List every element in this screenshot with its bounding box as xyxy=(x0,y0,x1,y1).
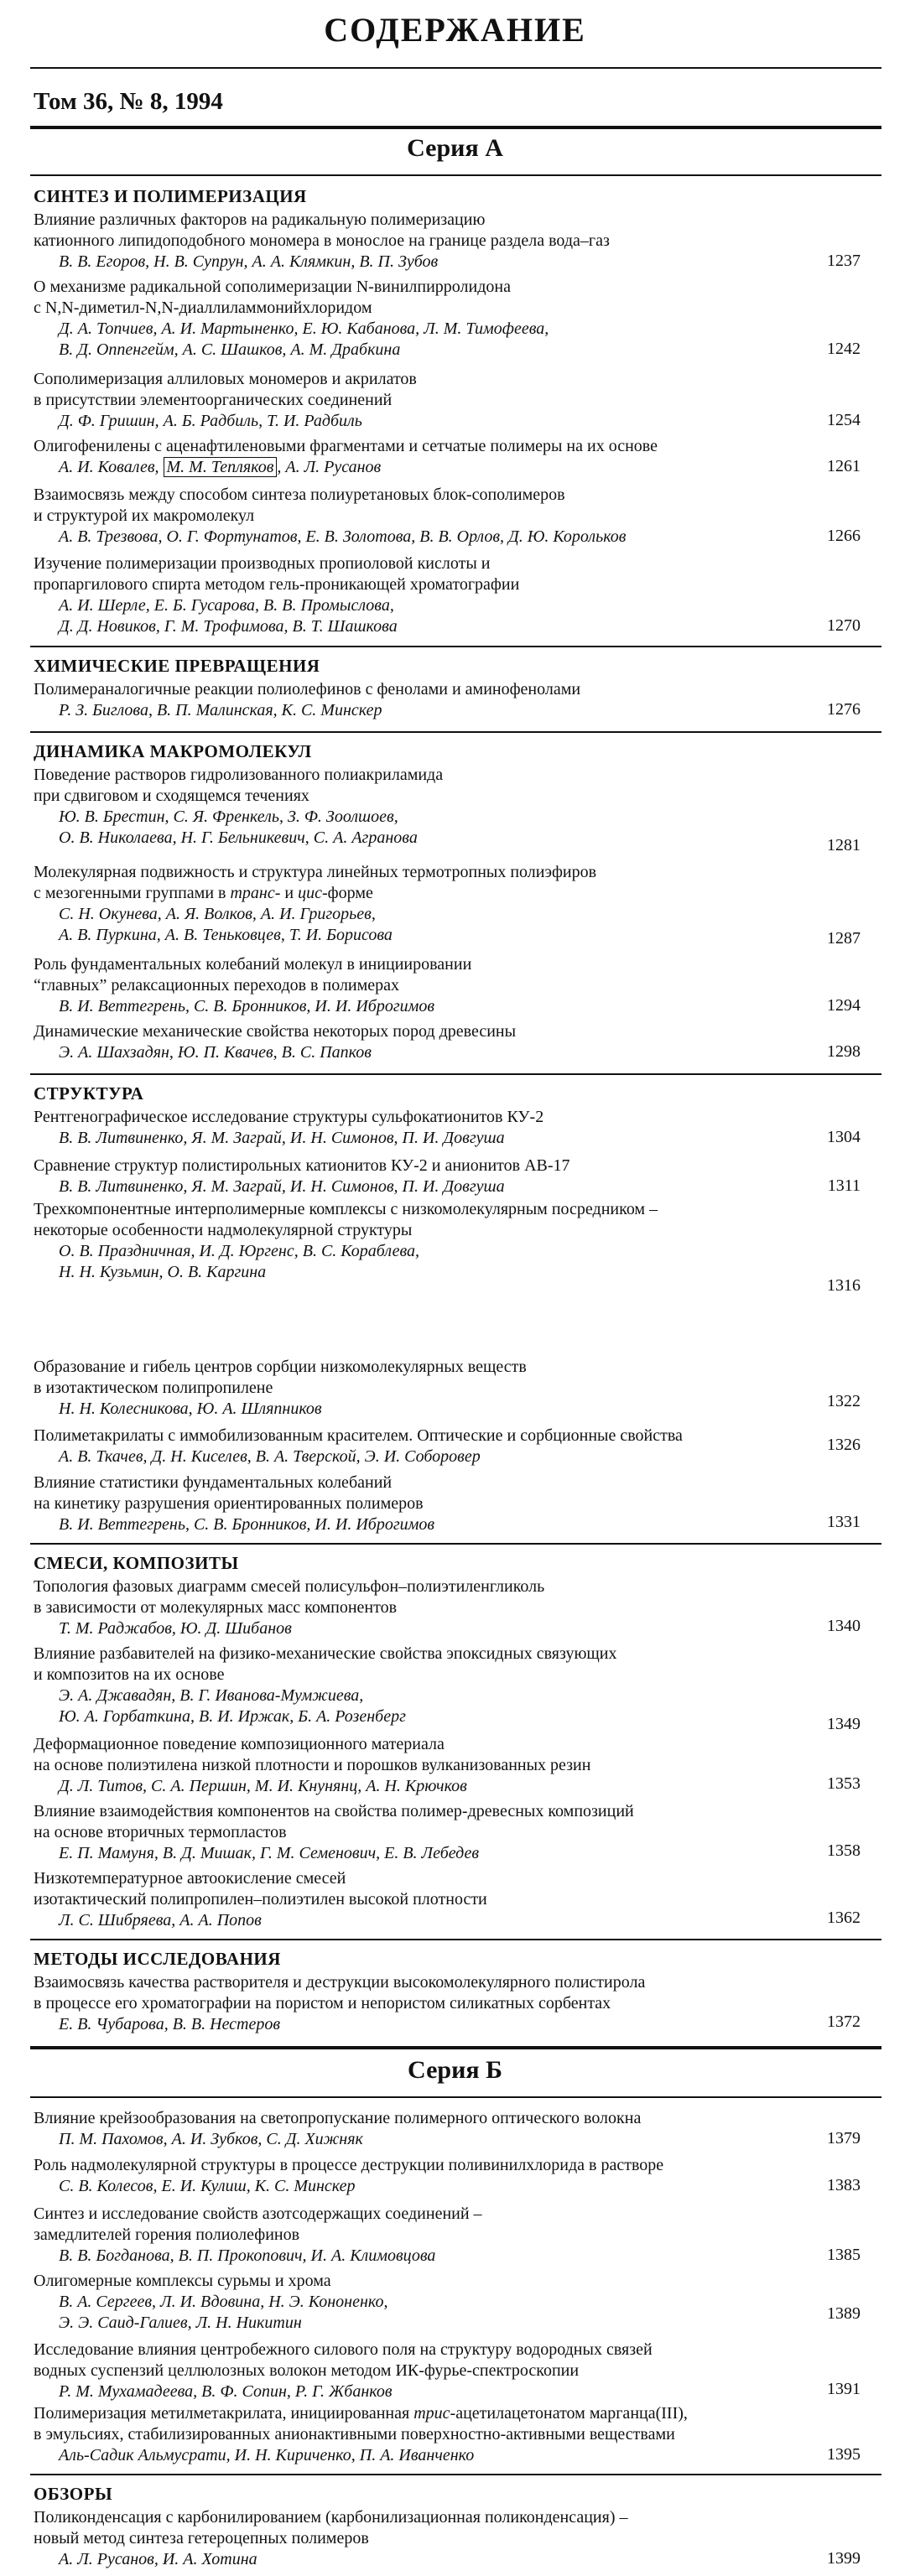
entry-title: Взаимосвязь между способом синтеза полиуретановых блок-сополимеров xyxy=(34,486,565,504)
entry-page: 1237 xyxy=(827,252,861,270)
entry-title: Сополимеризация аллиловых мономеров и акрилатов xyxy=(34,370,417,388)
toc-entry[interactable] xyxy=(34,1644,881,1733)
entry-page: 1270 xyxy=(827,616,861,635)
entry-page: 1331 xyxy=(827,1513,861,1531)
toc-entry[interactable] xyxy=(34,553,881,637)
entry-title: пропаргилового спирта методом гель-проникающей хроматографии xyxy=(34,575,520,594)
divider xyxy=(30,646,881,647)
toc-entry[interactable] xyxy=(34,862,881,946)
series-b-heading: Серия Б xyxy=(408,2056,502,2084)
section-heading-methods: МЕТОДЫ ИССЛЕДОВАНИЯ xyxy=(34,1949,281,1969)
entry-authors: Е. П. Мамуня, В. Д. Мишак, Г. М. Семенович, Е. В. Лебедев xyxy=(59,1844,480,1862)
entry-title: и структурой их макромолекул xyxy=(34,506,255,525)
divider xyxy=(30,174,881,176)
entry-title: в изотактическом полипропилене xyxy=(34,1379,273,1397)
entry-authors: В. И. Веттегрень, С. В. Бронников, И. И. Иброгимов xyxy=(59,997,435,1015)
entry-page: 1379 xyxy=(827,2129,861,2148)
entry-title: с N,N-диметил-N,N-диаллиламмонийхлоридом xyxy=(34,299,372,317)
entry-title: Сравнение структур полистирольных катионитов КУ-2 и анионитов АВ-17 xyxy=(34,1156,570,1175)
entry-title: водных суспензий целлюлозных волокон методом ИК-фурье-спектроскопии xyxy=(34,2361,580,2380)
entry-title: Трехкомпонентные интерполимерные комплексы с низкомолекулярным посредником – xyxy=(34,1200,658,1218)
toc-entry[interactable] xyxy=(34,1734,881,1797)
entry-title: изотактический полипропилен–полиэтилен высокой плотности xyxy=(34,1890,487,1909)
entry-page: 1385 xyxy=(827,2246,861,2264)
page-title: СОДЕРЖАНИЕ xyxy=(324,11,586,49)
entry-authors: Аль-Садик Альмусрати, И. Н. Кириченко, П. А. Иванченко xyxy=(59,2446,475,2464)
entry-page: 1298 xyxy=(827,1042,861,1061)
entry-authors: Э. А. Джавадян, В. Г. Иванова-Мумжиева, xyxy=(59,1686,364,1705)
entry-page: 1358 xyxy=(827,1841,861,1860)
entry-page: 1294 xyxy=(827,996,861,1015)
entry-authors: Р. З. Биглова, В. П. Малинская, К. С. Минскер xyxy=(59,701,382,719)
entry-authors: Ю. А. Горбаткина, В. И. Иржак, Б. А. Розенберг xyxy=(59,1707,406,1726)
series-a-heading: Серия А xyxy=(407,134,503,162)
entry-authors: Р. М. Мухамадеева, В. Ф. Сопин, Р. Г. Жбанков xyxy=(59,2382,393,2401)
toc-entry[interactable] xyxy=(34,954,881,1017)
toc-entry[interactable] xyxy=(34,2155,881,2197)
entry-title: Молекулярная подвижность и структура линейных термотропных полиэфиров xyxy=(34,863,597,881)
toc-entry[interactable] xyxy=(34,1021,881,1063)
divider xyxy=(30,2474,881,2475)
toc-entry[interactable] xyxy=(34,1868,881,1931)
toc-entry[interactable] xyxy=(34,2204,881,2267)
toc-entry[interactable] xyxy=(34,485,881,548)
entry-page: 1326 xyxy=(827,1436,861,1454)
entry-title: и композитов на их основе xyxy=(34,1665,225,1684)
entry-title: на основе полиэтилена низкой плотности и порошков вулканизованных резин xyxy=(34,1756,591,1774)
entry-authors: Л. С. Шибряева, А. А. Попов xyxy=(59,1911,262,1929)
entry-authors: Д. Д. Новиков, Г. М. Трофимова, В. Т. Шашкова xyxy=(59,617,398,636)
toc-entry[interactable] xyxy=(34,1199,881,1295)
toc-entry[interactable] xyxy=(34,436,881,478)
toc-entry[interactable] xyxy=(34,369,881,432)
entry-page: 1372 xyxy=(827,2012,861,2031)
entry-title: Роль надмолекулярной структуры в процессе деструкции поливинилхлорида в растворе xyxy=(34,2156,664,2174)
entry-title: в присутствии элементоорганических соединений xyxy=(34,391,393,409)
divider xyxy=(30,2096,881,2098)
entry-authors: Н. Н. Колесникова, Ю. А. Шляпников xyxy=(59,1400,322,1418)
divider xyxy=(30,1543,881,1545)
entry-page: 1399 xyxy=(827,2549,861,2568)
entry-authors: С. В. Колесов, Е. И. Кулиш, К. С. Минскер xyxy=(59,2177,356,2195)
entry-page: 1304 xyxy=(827,1128,861,1146)
toc-entry[interactable] xyxy=(34,2271,881,2334)
entry-title: Поведение растворов гидролизованного полиакриламида xyxy=(34,766,444,784)
section-heading-chemical: ХИМИЧЕСКИЕ ПРЕВРАЩЕНИЯ xyxy=(34,656,320,676)
entry-title: в зависимости от молекулярных масс компонентов xyxy=(34,1598,398,1617)
entry-page: 1383 xyxy=(827,2176,861,2194)
entry-title: Рентгенографическое исследование структуры сульфокатионитов КУ-2 xyxy=(34,1108,544,1126)
toc-entry[interactable] xyxy=(34,2340,881,2402)
boxed-author-name: М. М. Тепляков xyxy=(164,457,278,477)
entry-page: 1287 xyxy=(827,929,861,948)
entry-authors: А. И. Ковалев, М. М. Тепляков , А. Л. Русанов xyxy=(59,458,382,476)
entry-title: новый метод синтеза гетероцепных полимеров xyxy=(34,2529,369,2547)
entry-authors: А. В. Трезвова, О. Г. Фортунатов, Е. В. Золотова, В. В. Орлов, Д. Ю. Корольков xyxy=(59,527,627,546)
entry-page: 1391 xyxy=(827,2380,861,2398)
entry-title: Полиметакрилаты с иммобилизованным красителем. Оптические и сорбционные свойства xyxy=(34,1426,683,1445)
entry-title: “главных” релаксационных переходов в полимерах xyxy=(34,976,400,995)
entry-title: в эмульсиях, стабилизированных анионактивными поверхностно-активными веществами xyxy=(34,2425,675,2444)
entry-page: 1254 xyxy=(827,411,861,429)
entry-title: на основе вторичных термопластов xyxy=(34,1823,287,1841)
entry-page: 1276 xyxy=(827,700,861,719)
entry-authors: В. В. Литвиненко, Я. М. Заграй, И. Н. Симонов, П. И. Довгуша xyxy=(59,1177,505,1196)
volume-info: Том 36, № 8, 1994 xyxy=(34,88,223,115)
entry-authors: А. В. Ткачев, Д. Н. Киселев, В. А. Тверской, Э. И. Соборовер xyxy=(59,1447,481,1466)
entry-authors: Н. Н. Кузьмин, О. В. Каргина xyxy=(59,1263,267,1281)
entry-title: Взаимосвязь качества растворителя и деструкции высокомолекулярного полистирола xyxy=(34,1973,646,1992)
entry-title: на кинетику разрушения ориентированных полимеров xyxy=(34,1494,424,1513)
entry-authors: Ю. В. Брестин, С. Я. Френкель, З. Ф. Зоолшоев, xyxy=(59,808,398,826)
entry-authors: В. В. Богданова, В. П. Прокопович, И. А. Климовцова xyxy=(59,2246,436,2265)
entry-page: 1362 xyxy=(827,1909,861,1927)
entry-page: 1349 xyxy=(827,1715,861,1733)
entry-page: 1281 xyxy=(827,836,861,854)
entry-title: Исследование влияния центробежного силового поля на структуру водородных связей xyxy=(34,2340,653,2359)
entry-title: Олигофенилены с аценафтиленовыми фрагментами и сетчатые полимеры на их основе xyxy=(34,437,658,455)
toc-entry[interactable] xyxy=(34,2108,881,2150)
entry-title: Низкотемпературное автоокисление смесей xyxy=(34,1869,346,1888)
entry-title: Синтез и исследование свойств азотсодержащих соединений – xyxy=(34,2205,482,2223)
divider xyxy=(30,731,881,733)
entry-title: Топология фазовых диаграмм смесей полисульфон–полиэтиленгликоль xyxy=(34,1577,545,1596)
entry-title: Динамические механические свойства некоторых пород древесины xyxy=(34,1022,517,1041)
section-heading-structure: СТРУКТУРА xyxy=(34,1083,144,1104)
divider xyxy=(30,67,881,69)
divider xyxy=(30,126,881,129)
entry-authors: Т. М. Раджабов, Ю. Д. Шибанов xyxy=(59,1619,292,1638)
entry-authors: В. Д. Оппенгейм, А. С. Шашков, А. М. Драбкина xyxy=(59,340,401,359)
entry-page: 1311 xyxy=(827,1176,861,1195)
entry-title: Поликонденсация с карбонилированием (карбонилизационная поликонденсация) – xyxy=(34,2508,628,2527)
entry-title: Влияние разбавителей на физико-механические свойства эпоксидных связующих xyxy=(34,1644,617,1663)
entry-title: О механизме радикальной сополимеризации N-винилпирролидона xyxy=(34,278,511,296)
entry-title: Полимеризация метилметакрилата, инициированная трис-ацетилацетонатом марганца(III), xyxy=(34,2404,688,2423)
section-heading-blends: СМЕСИ, КОМПОЗИТЫ xyxy=(34,1553,239,1573)
entry-authors: А. Л. Русанов, И. А. Хотина xyxy=(59,2550,257,2568)
entry-title: Образование и гибель центров сорбции низкомолекулярных веществ xyxy=(34,1358,527,1376)
toc-entry[interactable] xyxy=(34,1972,881,2035)
toc-entry[interactable] xyxy=(34,1576,881,1639)
entry-title: Полимераналогичные реакции полиолефинов с фенолами и аминофенолами xyxy=(34,680,581,699)
entry-authors: В. В. Литвиненко, Я. М. Заграй, И. Н. Симонов, П. И. Довгуша xyxy=(59,1129,505,1147)
entry-title: с мезогенными группами в транс- и цис-форме xyxy=(34,884,373,902)
toc-entry[interactable] xyxy=(34,210,881,273)
divider xyxy=(30,2046,881,2049)
toc-entry[interactable] xyxy=(34,1357,881,1420)
section-heading-dynamics: ДИНАМИКА МАКРОМОЛЕКУЛ xyxy=(34,741,312,761)
section-heading-synthesis: СИНТЕЗ И ПОЛИМЕРИЗАЦИЯ xyxy=(34,186,307,206)
toc-entry[interactable] xyxy=(34,2403,881,2466)
entry-title: Влияние крейзообразования на светопропускание полимерного оптического волокна xyxy=(34,2109,642,2127)
section-heading-reviews: ОБЗОРЫ xyxy=(34,2484,113,2504)
toc-entry[interactable] xyxy=(34,2507,881,2570)
entry-page: 1322 xyxy=(827,1392,861,1410)
toc-entry[interactable] xyxy=(34,277,881,361)
entry-authors: А. В. Пуркина, А. В. Теньковцев, Т. И. Борисова xyxy=(59,926,393,944)
entry-page: 1389 xyxy=(827,2304,861,2323)
entry-page: 1395 xyxy=(827,2445,861,2464)
entry-authors: Е. В. Чубарова, В. В. Нестеров xyxy=(59,2015,281,2033)
toc-entry[interactable] xyxy=(34,679,881,721)
divider xyxy=(30,1073,881,1075)
toc-entry[interactable] xyxy=(34,1107,881,1149)
entry-title: Олигомерные комплексы сурьмы и хрома xyxy=(34,2272,331,2290)
entry-authors: Д. Ф. Гришин, А. Б. Радбиль, Т. И. Радбиль xyxy=(59,412,362,430)
entry-authors: О. В. Николаева, Н. Г. Бельникевич, С. А. Агранова xyxy=(59,828,418,847)
entry-page: 1340 xyxy=(827,1617,861,1635)
entry-authors: С. Н. Окунева, А. Я. Волков, А. И. Григорьев, xyxy=(59,905,376,923)
divider xyxy=(30,1939,881,1940)
entry-title: в процессе его хроматографии на пористом и непористом силикатных сорбентах xyxy=(34,1994,611,2012)
entry-authors: В. И. Веттегрень, С. В. Бронников, И. И. Иброгимов xyxy=(59,1515,435,1534)
entry-authors: А. И. Шерле, Е. Б. Гусарова, В. В. Промыслова, xyxy=(59,596,394,615)
entry-title: замедлителей горения полиолефинов xyxy=(34,2225,300,2244)
entry-page: 1353 xyxy=(827,1774,861,1793)
entry-authors: П. М. Пахомов, А. И. Зубков, С. Д. Хижняк xyxy=(59,2130,363,2148)
entry-authors: Д. Л. Титов, С. А. Першин, М. И. Кнунянц, А. Н. Крючков xyxy=(59,1777,467,1795)
entry-authors: Э. А. Шахзадян, Ю. П. Квачев, В. С. Папков xyxy=(59,1043,372,1062)
entry-authors: В. А. Сергеев, Л. И. Вдовина, Н. Э. Кононенко, xyxy=(59,2293,388,2311)
toc-entry[interactable] xyxy=(34,1426,881,1467)
entry-title: Деформационное поведение композиционного материала xyxy=(34,1735,445,1753)
entry-title: при сдвиговом и сходящемся течениях xyxy=(34,787,309,805)
entry-authors: В. В. Егоров, Н. В. Супрун, А. А. Клямкин, В. П. Зубов xyxy=(59,252,439,271)
toc-entry[interactable] xyxy=(34,1472,881,1535)
entry-title: некоторые особенности надмолекулярной структуры xyxy=(34,1221,413,1239)
entry-authors: Д. А. Топчиев, А. И. Мартыненко, Е. Ю. Кабанова, Л. М. Тимофеева, xyxy=(59,319,549,338)
toc-entry[interactable] xyxy=(34,1156,881,1197)
entry-title: Влияние статистики фундаментальных колебаний xyxy=(34,1473,393,1492)
entry-title: Влияние взаимодействия компонентов на свойства полимер-древесных композиций xyxy=(34,1802,634,1820)
entry-title: катионного липидоподобного мономера в монослое на границе раздела вода–газ xyxy=(34,231,610,250)
entry-title: Влияние различных факторов на радикальную полимеризацию xyxy=(34,210,486,229)
entry-authors: Э. Э. Саид-Галиев, Л. Н. Никитин xyxy=(59,2314,302,2332)
entry-page: 1316 xyxy=(827,1276,861,1295)
toc-entry[interactable] xyxy=(34,1801,881,1864)
entry-page: 1266 xyxy=(827,527,861,545)
entry-authors: О. В. Праздничная, И. Д. Юргенс, В. С. Кораблева, xyxy=(59,1242,420,1260)
entry-title: Роль фундаментальных колебаний молекул в инициировании xyxy=(34,955,472,974)
entry-page: 1242 xyxy=(827,340,861,358)
entry-title: Изучение полимеризации производных пропиоловой кислоты и xyxy=(34,554,491,573)
toc-entry[interactable] xyxy=(34,765,881,854)
entry-page: 1261 xyxy=(827,457,861,475)
